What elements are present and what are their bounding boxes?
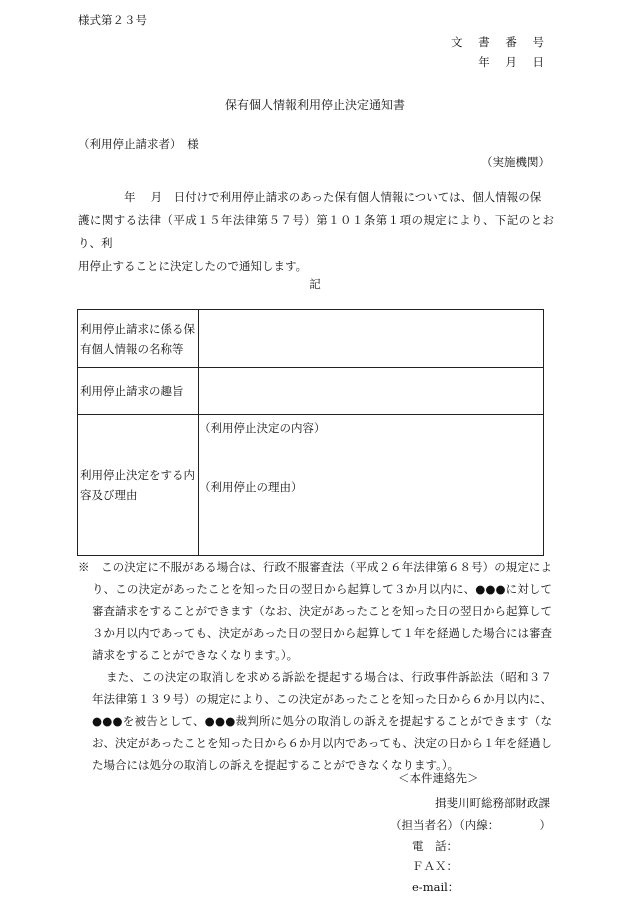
addressee-line: （利用停止請求者） 様 bbox=[78, 137, 199, 151]
contact-block bbox=[390, 815, 551, 897]
row-value-decision-reason bbox=[199, 415, 544, 556]
note-mark: ※ bbox=[78, 560, 90, 574]
contact-person: （担当者名）（内線： ） bbox=[390, 818, 551, 832]
contact-phone: 電 話： bbox=[412, 838, 458, 853]
contact-organization: 揖斐川町総務部財政課 bbox=[435, 796, 550, 810]
body-line-3: 用停止することに決定したので通知します。 bbox=[78, 259, 308, 273]
form-number: 様式第２３号 bbox=[78, 13, 147, 27]
contact-fax: ＦＡＸ： bbox=[412, 859, 458, 873]
table-row bbox=[78, 310, 544, 368]
row-label-request-purpose: 利用停止請求の趣旨 bbox=[78, 368, 199, 415]
ki-heading: 記 bbox=[309, 277, 321, 291]
issuer-line: （実施機関） bbox=[481, 155, 550, 169]
table-row bbox=[78, 415, 544, 556]
decision-reason-label: （利用停止の理由） bbox=[199, 480, 303, 494]
row-value-info-name bbox=[199, 310, 544, 368]
row-value-request-purpose bbox=[199, 368, 544, 415]
decision-table bbox=[77, 309, 544, 556]
note-paragraph-1 bbox=[78, 556, 552, 666]
decision-content-label: （利用停止決定の内容） bbox=[199, 421, 326, 435]
note-paragraph-2: また、この決定の取消しを求める訴訟を提起する場合は、行政事件訴訟法（昭和３７年法律第１３９号）の規定により、この決定があったことを知った日から６か月以内に、●●●を被告として、●●●裁判所に処分の取消しの訴えを提起することができます（なお、決定があったことを知った日から６か月以内であっても、決定の日から１年を経過した場合には処分の取消しの訴えを提起することができなくなります。）。 bbox=[92, 670, 552, 772]
document-title: 保有個人情報利用停止決定通知書 bbox=[224, 98, 405, 112]
contact-heading: ＜本件連絡先＞ bbox=[398, 771, 479, 785]
body-line-1: 年 月 日付けで利用停止請求のあった保有個人情報については、個人情報の保 bbox=[124, 190, 542, 204]
body-line-2: 護に関する法律（平成１５年法律第５７号）第１０１条第１項の規定により、下記のとおり、利 bbox=[78, 213, 554, 250]
date-label: 年 月 日 bbox=[478, 55, 550, 69]
contact-email: e-mail： bbox=[412, 879, 460, 894]
document-number-label: 文 書 番 号 bbox=[451, 35, 550, 49]
note-paragraph-1-text: この決定に不服がある場合は、行政不服審査法（平成２６年法律第６８号）の規定により、この決定があったことを知った日の翌日から起算して３か月以内に、●●●に対して審査請求をすることができます（なお、決定があったことを知った日の翌日から起算して３か月以内であっても、決定があった日の翌日から起算して１年を経過した場合には審査請求をすることができなくなります。）。 bbox=[92, 560, 552, 662]
body-paragraph bbox=[78, 186, 554, 278]
row-label-decision-reason: 利用停止決定をする内容及び理由 bbox=[78, 415, 199, 556]
table-row bbox=[78, 368, 544, 415]
appeal-note bbox=[78, 556, 552, 776]
row-label-info-name: 利用停止請求に係る保有個人情報の名称等 bbox=[78, 310, 199, 368]
